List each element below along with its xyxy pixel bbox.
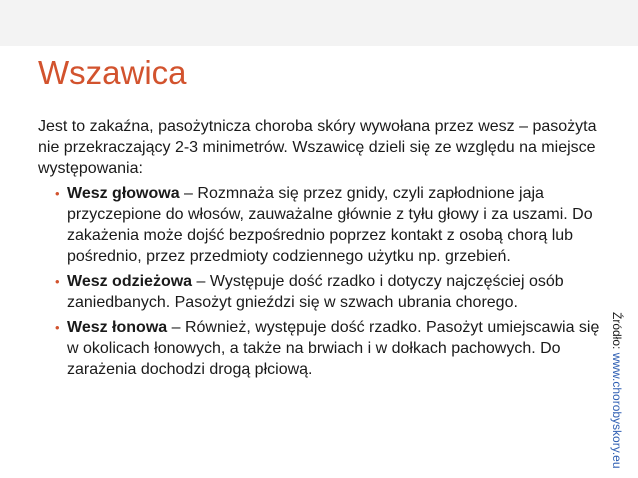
slide-title: Wszawica: [38, 54, 187, 91]
bullet-item-wesz-glowowa: [38, 183, 608, 267]
bullet-list: [38, 183, 608, 380]
source-label: Źródło:: [610, 312, 624, 353]
top-band: [0, 0, 638, 46]
intro-paragraph: Jest to zakaźna, pasożytnicza choroba skóry wywołana przez wesz – pasożyta nie przekraczający 2-3 minimetrów. Wszawicę dzieli się ze względu na miejsce występowania:: [38, 118, 597, 177]
bullet-text: – Również, występuje dość rzadko. Pasożyt umiejscawia się w okolicach łonowych, a także na brwiach i w dołkach pachowych. Do zarażenia dochodzi drogą płciową.: [67, 319, 600, 378]
bullet-item-wesz-lonowa: [38, 317, 608, 380]
bullet-term: Wesz głowowa: [67, 185, 180, 202]
bullet-icon: •: [55, 274, 60, 289]
source-note: [610, 312, 624, 472]
bullet-icon: •: [55, 320, 60, 335]
slide-content: [38, 116, 608, 384]
source-link[interactable]: www.chorobyskory.eu: [610, 352, 624, 469]
bullet-term: Wesz odzieżowa: [67, 273, 193, 290]
bullet-item-wesz-odziezowa: [38, 271, 608, 313]
bullet-text: – Występuje dość rzadko i dotyczy najczęściej osób zaniedbanych. Pasożyt gnieździ się w szwach ubrania chorego.: [67, 273, 564, 311]
bullet-text: – Rozmnaża się przez gnidy, czyli zapłodnione jaja przyczepione do włosów, zauważalne głównie z tyłu głowy i za uszami. Do zakażenia może dojść bezpośrednio poprzez kontakt z osobą chorą lub pośrednio, przez przedmioty codziennego użytku np. grzebień.: [67, 185, 593, 265]
bullet-icon: •: [55, 186, 60, 201]
bullet-term: Wesz łonowa: [67, 319, 168, 336]
